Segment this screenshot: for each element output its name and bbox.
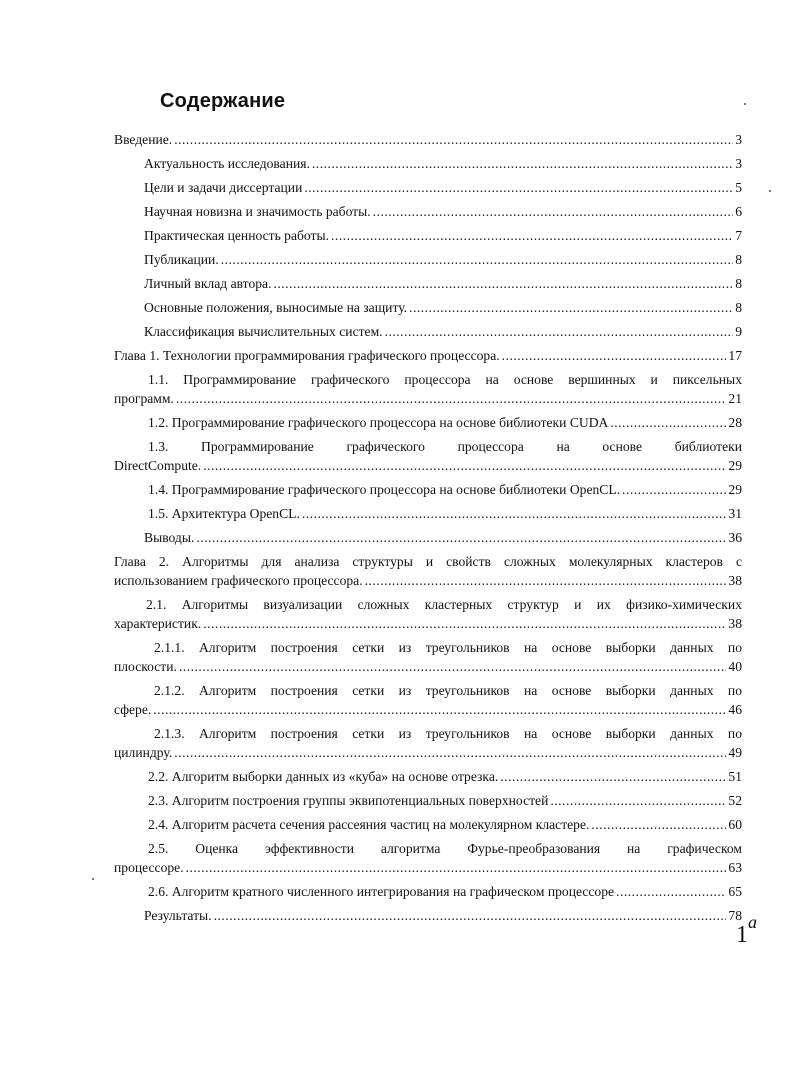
toc-entry-page: 8 xyxy=(735,300,742,315)
toc-entry[interactable] xyxy=(114,322,742,341)
toc-entry[interactable] xyxy=(114,178,742,197)
toc-entry-page: 40 xyxy=(728,659,742,674)
toc-entry[interactable] xyxy=(114,724,742,762)
toc-entry[interactable] xyxy=(114,595,742,633)
toc-entry-page: 46 xyxy=(728,702,742,717)
toc-entry-title-cont: процессоре. xyxy=(114,860,184,875)
toc-entry-title: Глава 2. Алгоритмы для анализа структуры и свойств сложных молекулярных кластеров с xyxy=(114,554,742,569)
toc-entry-page: 29 xyxy=(728,482,742,497)
toc-entry[interactable] xyxy=(114,681,742,719)
toc-entry[interactable] xyxy=(114,638,742,676)
toc-entry-page: 7 xyxy=(735,228,742,243)
toc-entry-title: Глава 1. Технологии программирования графического процессора. xyxy=(114,348,500,363)
toc-entry-title: Выводы. xyxy=(144,530,195,545)
toc-entry[interactable] xyxy=(114,767,742,786)
toc-entry-page: 8 xyxy=(735,252,742,267)
toc-entry-page: 49 xyxy=(728,745,742,760)
toc-entry[interactable] xyxy=(114,413,742,432)
toc-entry-page: 3 xyxy=(735,156,742,171)
toc-entry-title: 2.1.1. Алгоритм построения сетки из треугольников на основе выборки данных по xyxy=(154,640,742,655)
scan-speck xyxy=(769,190,771,192)
toc-entry-page: 78 xyxy=(728,908,742,923)
toc-entry[interactable] xyxy=(114,437,742,475)
toc-entry-title-cont: программ. xyxy=(114,391,174,406)
toc-entry-title: 1.2. Программирование графического процессора на основе библиотеки CUDA xyxy=(148,415,609,430)
toc-entry-page: 51 xyxy=(728,769,742,784)
toc-entry-page: 6 xyxy=(735,204,742,219)
toc-entry-title: 1.3. Программирование графического процессора на основе библиотеки xyxy=(148,439,742,454)
toc-entry-page: 31 xyxy=(728,506,742,521)
toc-entry-title: 2.1.2. Алгоритм построения сетки из треугольников на основе выборки данных по xyxy=(154,683,742,698)
toc-entry-title: Публикации. xyxy=(144,252,219,267)
toc-entry[interactable] xyxy=(114,552,742,590)
toc-entry[interactable] xyxy=(114,370,742,408)
toc-entry-page: 38 xyxy=(728,616,742,631)
toc-entry-title: 2.6. Алгоритм кратного численного интегрирования на графическом процессоре xyxy=(148,884,615,899)
toc-entry[interactable] xyxy=(114,528,742,547)
toc-entry[interactable] xyxy=(114,839,742,877)
toc-entry[interactable] xyxy=(114,480,742,499)
toc-entry-title: 1.5. Архитектура OpenCL. xyxy=(148,506,300,521)
toc-entry[interactable] xyxy=(114,298,742,317)
toc-entry[interactable] xyxy=(114,882,742,901)
toc-entry[interactable] xyxy=(114,250,742,269)
toc-entry-title: 2.5. Оценка эффективности алгоритма Фурье-преобразования на графическом xyxy=(148,841,742,856)
toc-entry-page: 8 xyxy=(735,276,742,291)
toc-entry[interactable] xyxy=(114,906,742,925)
toc-entry[interactable] xyxy=(114,346,742,365)
scan-speck xyxy=(744,103,746,105)
toc-entry-title-cont: DirectCompute. xyxy=(114,458,202,473)
toc-entry[interactable] xyxy=(114,130,742,149)
toc-entry-title-cont: характеристик. xyxy=(114,616,202,631)
toc-entry-title: Личный вклад автора. xyxy=(144,276,272,291)
toc-entry[interactable] xyxy=(114,154,742,173)
toc-entry-title: Актуальность исследования. xyxy=(144,156,310,171)
toc-entry-page: 65 xyxy=(728,884,742,899)
toc-entry-title: Основные положения, выносимые на защиту. xyxy=(144,300,408,315)
page-number-suffix: a xyxy=(748,912,757,932)
toc-entry[interactable] xyxy=(114,274,742,293)
toc-entry-title: 2.3. Алгоритм построения группы эквипотенциальных поверхностей xyxy=(148,793,549,808)
toc-entry-title: Классификация вычислительных систем. xyxy=(144,324,383,339)
toc-entry-title-cont: плоскости. xyxy=(114,659,177,674)
toc-entry-title-cont: использованием графического процессора. xyxy=(114,573,363,588)
toc-entry-title: Научная новизна и значимость работы. xyxy=(144,204,371,219)
toc-entry-page: 9 xyxy=(735,324,742,339)
toc-entry-page: 29 xyxy=(728,458,742,473)
toc-entry-page: 36 xyxy=(728,530,742,545)
scan-speck xyxy=(92,878,94,880)
toc-entry-title-cont: сфере. xyxy=(114,702,152,717)
toc-entry[interactable] xyxy=(114,226,742,245)
toc-entry-title-cont: цилиндру. xyxy=(114,745,173,760)
toc-entry-title: 2.4. Алгоритм расчета сечения рассеяния частиц на молекулярном кластере. xyxy=(148,817,590,832)
toc-entry-page: 21 xyxy=(728,391,742,406)
toc-entry[interactable] xyxy=(114,791,742,810)
toc-entry-title: 2.1.3. Алгоритм построения сетки из треугольников на основе выборки данных по xyxy=(154,726,742,741)
toc-entry-page: 28 xyxy=(728,415,742,430)
toc-entry-title: 1.1. Программирование графического процессора на основе вершинных и пиксельных xyxy=(148,372,742,387)
toc-entry-page: 3 xyxy=(735,132,742,147)
toc-entry-title: 2.2. Алгоритм выборки данных из «куба» на основе отрезка. xyxy=(148,769,499,784)
toc-entry-page: 17 xyxy=(728,348,742,363)
toc-entry-page: 5 xyxy=(735,180,742,195)
toc-entry-page: 52 xyxy=(728,793,742,808)
toc-entry-page: 60 xyxy=(728,817,742,832)
toc-entry-title: Цели и задачи диссертации xyxy=(144,180,303,195)
page-title: Содержание xyxy=(160,90,286,112)
toc-entry-page: 38 xyxy=(728,573,742,588)
toc-entry-page: 63 xyxy=(728,860,742,875)
toc-entry-title: 1.4. Программирование графического процессора на основе библиотеки OpenCL. xyxy=(148,482,621,497)
toc-entry-title: Практическая ценность работы. xyxy=(144,228,330,243)
toc-entry-title: 2.1. Алгоритмы визуализации сложных кластерных структур и их физико-химических xyxy=(146,597,742,612)
toc-entry[interactable] xyxy=(114,504,742,523)
toc-entry[interactable] xyxy=(114,815,742,834)
toc-entry-title: Результаты. xyxy=(144,908,212,923)
toc-entry-title: Введение. xyxy=(114,132,173,147)
toc-entry[interactable] xyxy=(114,202,742,221)
page-number: 1 xyxy=(736,922,748,948)
table-of-contents xyxy=(114,127,742,925)
handwritten-page-number xyxy=(736,912,757,949)
